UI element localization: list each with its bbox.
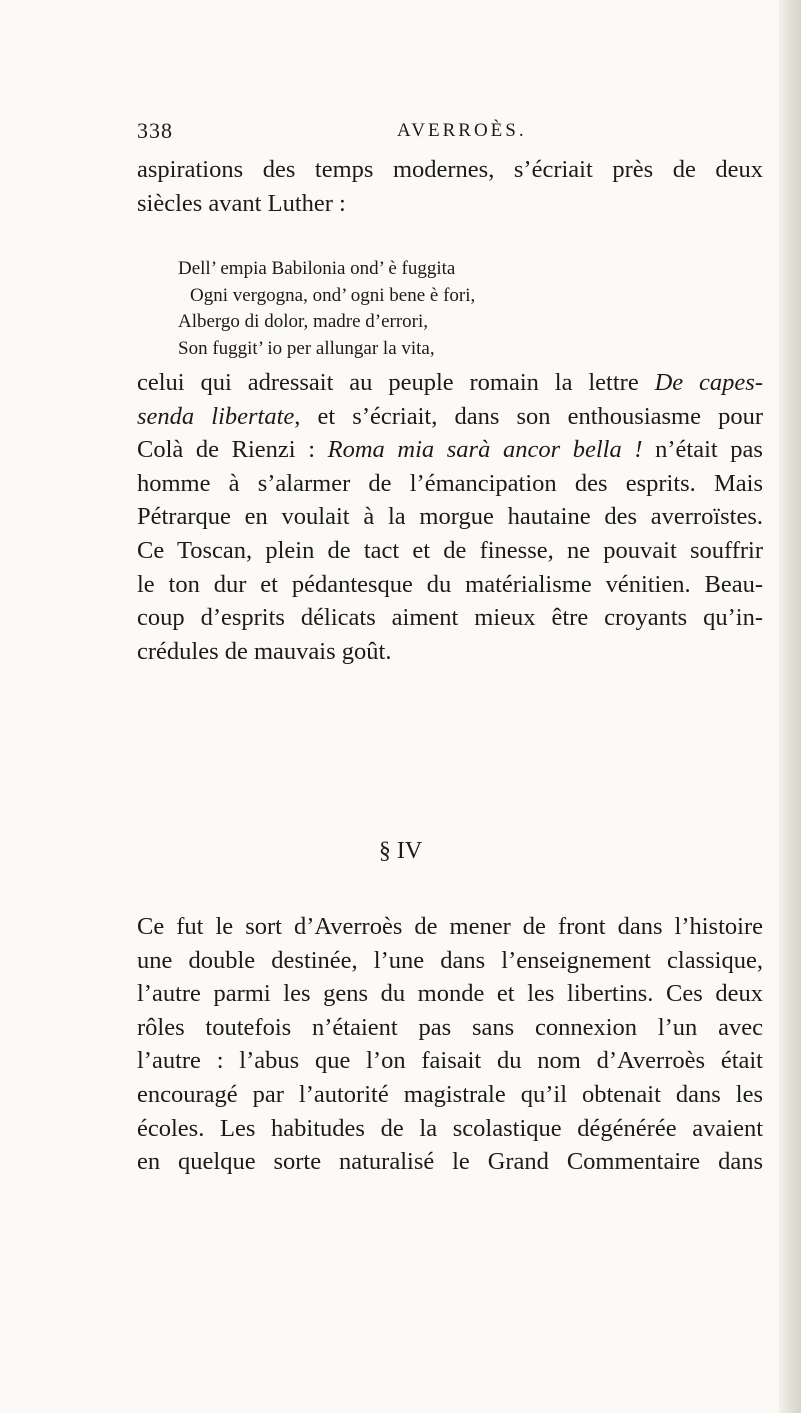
- text-line: homme à s’alarmer de l’émancipation des esprits. Mais: [137, 469, 763, 497]
- running-head: [137, 118, 757, 148]
- text-line: [137, 400, 763, 434]
- text-line: [137, 433, 763, 467]
- text-run: n’était pas: [642, 436, 763, 464]
- letter-title: De capes-: [654, 369, 763, 396]
- text-line: crédules de mauvais goût.: [137, 637, 392, 665]
- text-run: , et s’écriait, dans son enthousiasme pour: [294, 402, 763, 430]
- text-line: Ce Toscan, plein de tact et de finesse, ne pouvait souffrir: [137, 536, 763, 564]
- text-line: rôles toutefois n’étaient pas sans connexion l’un avec: [137, 1013, 763, 1041]
- text-line: l’autre : l’abus que l’on faisait du nom d’Averroès était: [137, 1047, 763, 1075]
- running-title: AVERROÈS.: [397, 120, 527, 141]
- text-run: Colà de Rienzi :: [137, 436, 328, 464]
- verse-line: Albergo di dolor, madre d’errori,: [178, 311, 429, 332]
- verse-line: Dell’ empia Babilonia ond’ è fuggita: [178, 258, 456, 279]
- text-line: Ce fut le sort d’Averroès de mener de front dans l’histoire: [137, 913, 763, 940]
- text-line: l’autre parmi les gens du monde et les libertins. Ces deux: [137, 980, 763, 1008]
- page-number: 338: [137, 118, 173, 143]
- paragraph-3: [137, 910, 763, 1179]
- text-line: le ton dur et pédantesque du matérialisme vénitien. Beau-: [137, 570, 763, 598]
- text-line: Pétrarque en voulait à la morgue hautaine des averroïstes.: [137, 503, 763, 531]
- paragraph-1: [137, 153, 763, 220]
- paragraph-2: [137, 366, 763, 668]
- text-line: coup d’esprits délicats aiment mieux être croyants qu’in-: [137, 604, 763, 632]
- text-line: [137, 366, 763, 400]
- section-heading: § IV: [378, 838, 423, 864]
- text-line: en quelque sorte naturalisé le Grand Commentaire dans: [137, 1148, 763, 1176]
- text-line: aspirations des temps modernes, s’écriait près de deux: [137, 156, 763, 183]
- verse-line: Son fuggit’ io per allungar la vita,: [178, 337, 435, 359]
- text-line: une double destinée, l’une dans l’enseignement classique,: [137, 946, 763, 974]
- italic-quote: Roma mia sarà ancor bella !: [327, 436, 643, 464]
- text-line: écoles. Les habitudes de la scolastique dégénérée avaient: [137, 1114, 763, 1142]
- page-edge-shadow: [779, 0, 801, 1413]
- text-line: siècles avant Luther :: [137, 189, 346, 217]
- verse-line: Ogni vergogna, ond’ ogni bene è fori,: [190, 284, 476, 306]
- text-line: encouragé par l’autorité magistrale qu’il obtenait dans les: [137, 1080, 763, 1108]
- text-run: celui qui adressait au peuple romain la lettre: [137, 369, 655, 396]
- verse-quotation: [178, 256, 475, 362]
- letter-title-cont: senda libertate: [137, 402, 295, 430]
